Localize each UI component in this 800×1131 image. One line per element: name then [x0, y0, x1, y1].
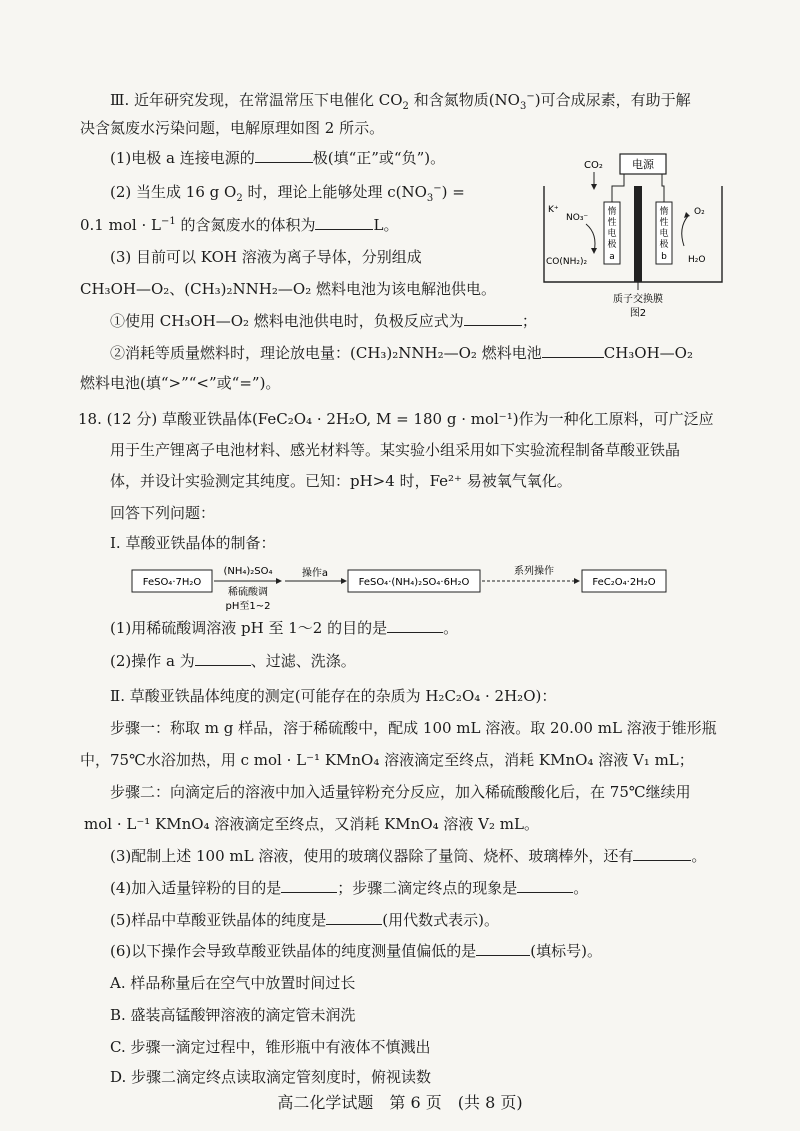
electrode-b-char: 惰	[659, 207, 669, 217]
urea-label: CO(NH₂)₂	[546, 257, 588, 267]
part3-q2-line2: 0.1 mol · $L^{-1}$ 的含氮废水的体积为 L。	[80, 216, 399, 234]
flow-box-3: FeC₂O₄·2H₂O	[592, 577, 656, 588]
figure2-caption: 图2	[629, 308, 647, 319]
answer-blank[interactable]	[476, 941, 530, 956]
part3-intro-line2: 决含氮废水污染问题，电解原理如图 2 所示。	[80, 119, 385, 137]
section2-heading: Ⅱ. 草酸亚铁晶体纯度的测定(可能存在的杂质为 H₂C₂O₄ · 2H₂O)：	[110, 687, 557, 705]
electrode-a-char: 性	[607, 218, 617, 228]
membrane-label: 质子交换膜	[613, 294, 663, 305]
option-d: D. 步骤二滴定终点读取滴定管刻度时，俯视读数	[110, 1068, 432, 1086]
k-ion-label: K⁺	[548, 205, 559, 215]
part3-intro-line1: Ⅲ. 近年研究发现，在常温常压下电催化 $CO_2$ 和含氮物质$(NO_3^-)$可合成尿素，有助于解	[110, 91, 691, 112]
part3-q3-sub1: ①使用 CH₃OH—O₂ 燃料电池供电时，负极反应式为 ；	[110, 312, 537, 330]
electrode-a-char: a	[609, 252, 615, 262]
flow-box-1: FeSO₄·7H₂O	[142, 577, 202, 588]
step2-line2: mol · L⁻¹ KMnO₄ 溶液滴定至终点，又消耗 KMnO₄ 溶液 V₂ mL。	[84, 815, 539, 833]
step1-line2: 中，75℃水浴加热，用 c mol · L⁻¹ KMnO₄ 溶液滴定至终点，消耗 KMnO₄ 溶液 V₁ mL；	[80, 751, 694, 769]
nitrate-label: NO₃⁻	[566, 213, 589, 223]
part3-q3-line2: CH₃OH—O₂、(CH₃)₂NNH₂—O₂ 燃料电池为该电解池供电。	[80, 280, 496, 298]
q18-sub5: (5)样品中草酸亚铁晶体的纯度是 (用代数式表示)。	[110, 911, 499, 929]
step1-line1: 步骤一：称取 m g 样品，溶于稀硫酸中，配成 100 mL 溶液。取 20.00 mL 溶液于锥形瓶	[110, 719, 717, 737]
q18-line3: 体，并设计实验测定其纯度。已知：pH>4 时，Fe²⁺ 易被氧气氧化。	[110, 472, 572, 490]
flow-reagent-3: pH至1~2	[225, 601, 271, 612]
answer-prompt: 回答下列问题：	[110, 504, 216, 522]
part3-q1: (1)电极 a 连接电源的 极(填“正”或“负”)。	[110, 149, 446, 167]
q18-sub3: (3)配制上述 100 mL 溶液，使用的玻璃仪器除了量筒、烧杯、玻璃棒外，还有 。	[110, 847, 707, 865]
q18-sub2: (2)操作 a 为 、过滤、洗涤。	[110, 652, 356, 670]
option-b: B. 盛装高锰酸钾溶液的滴定管未润洗	[110, 1006, 356, 1024]
electrode-b-char: 性	[659, 218, 669, 228]
flow-reagent-2: 稀硫酸调	[228, 587, 268, 598]
answer-blank[interactable]	[255, 148, 313, 163]
page-footer: 高二化学试题 第 6 页 (共 8 页)	[277, 1093, 523, 1112]
answer-blank[interactable]	[195, 651, 251, 666]
answer-blank[interactable]	[281, 878, 337, 893]
preparation-flowchart	[130, 562, 670, 622]
o2-label: O₂	[694, 207, 705, 217]
flow-series-op: 系列操作	[514, 566, 554, 577]
flow-reagent-1: (NH₄)₂SO₄	[223, 566, 273, 577]
part3-q3-sub2-line2: 燃料电池(填“>”“<”或“=”)。	[80, 374, 281, 392]
electrode-a-char: 极	[607, 240, 617, 250]
answer-blank[interactable]	[542, 343, 604, 358]
flow-op-a: 操作a	[301, 568, 329, 579]
option-a: A. 样品称量后在空气中放置时间过长	[110, 974, 356, 992]
water-label: H₂O	[688, 255, 706, 265]
figure2-electrolysis-cell	[538, 150, 728, 320]
flow-box-2: FeSO₄·(NH₄)₂SO₄·6H₂O	[358, 577, 470, 588]
answer-blank[interactable]	[633, 846, 691, 861]
electrode-a-char: 电	[607, 229, 617, 239]
electrode-b-char: b	[661, 252, 667, 262]
electrode-b-char: 极	[659, 240, 669, 250]
answer-blank[interactable]	[387, 618, 443, 633]
power-label: 电源	[632, 158, 654, 171]
answer-blank[interactable]	[326, 910, 382, 925]
q18-sub6: (6)以下操作会导致草酸亚铁晶体的纯度测量值偏低的是 (填标号)。	[110, 942, 602, 960]
option-c: C. 步骤一滴定过程中，锥形瓶中有液体不慎溅出	[110, 1038, 431, 1056]
electrode-b-char: 电	[659, 229, 669, 239]
part3-q3-line1: (3) 目前可以 KOH 溶液为离子导体，分别组成	[110, 248, 422, 266]
part3-q2-line1: (2) 当生成 16 g $O_2$ 时，理论上能够处理 $c(NO_3^-)$ =	[110, 183, 465, 204]
electrode-a-char: 惰	[607, 207, 617, 217]
section1-heading: Ⅰ. 草酸亚铁晶体的制备：	[110, 534, 276, 552]
answer-blank[interactable]	[517, 878, 573, 893]
co2-label: CO₂	[584, 160, 603, 171]
part3-q3-sub2: ②消耗等质量燃料时，理论放电量：(CH₃)₂NNH₂—O₂ 燃料电池 CH₃OH—O₂	[110, 344, 693, 362]
q18-sub4: (4)加入适量锌粉的目的是 ；步骤二滴定终点的现象是 。	[110, 879, 589, 897]
q18-line1: 18. (12 分) 草酸亚铁晶体(FeC₂O₄ · 2H₂O, M = 180 g · mol⁻¹)作为一种化工原料，可广泛应	[78, 410, 714, 428]
answer-blank[interactable]	[464, 311, 522, 326]
q18-sub1: (1)用稀硫酸调溶液 pH 至 1～2 的目的是 。	[110, 619, 459, 637]
q18-line2: 用于生产锂离子电池材料、感光材料等。某实验小组采用如下实验流程制备草酸亚铁晶	[110, 441, 681, 459]
step2-line1: 步骤二：向滴定后的溶液中加入适量锌粉充分反应，加入稀硫酸酸化后，在 75℃继续用	[110, 783, 691, 801]
answer-blank[interactable]	[315, 215, 373, 230]
